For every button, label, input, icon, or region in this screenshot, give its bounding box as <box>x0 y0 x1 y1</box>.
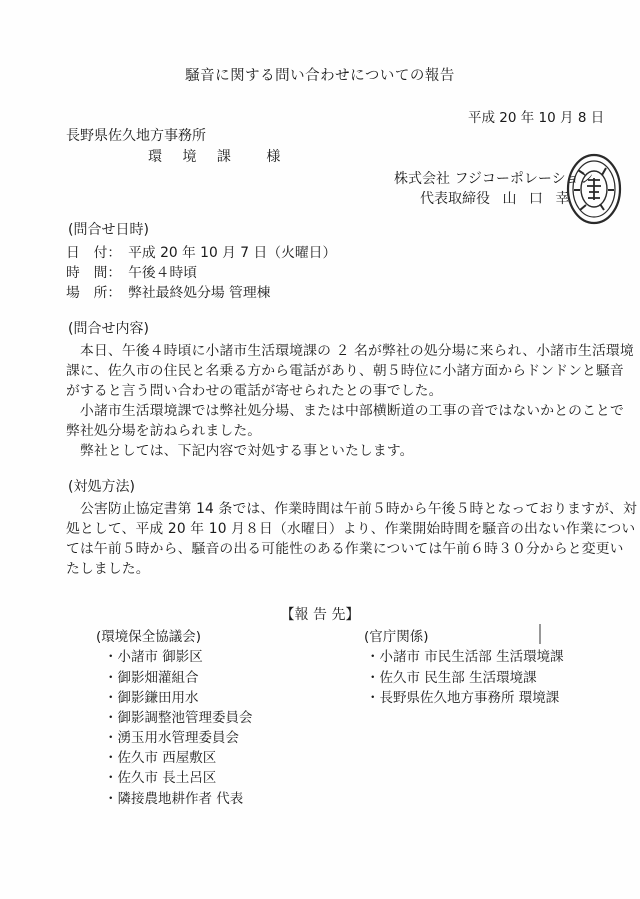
inquiry-content-line: 課に、佐久市の住民と名乗る方から電話があり、朝５時位に小諸方面からドンドンと騒音 <box>66 363 624 379</box>
pen-mark-icon <box>538 624 542 644</box>
report-right-item: ・小諸市 市民生活部 生活環境課 <box>366 649 564 665</box>
report-left-item: ・御影調整池管理委員会 <box>104 710 253 726</box>
inquiry-date-line: 日 付： 平成 20 年 10 月 7 日（火曜日） <box>66 245 337 261</box>
report-to-heading: 【報 告 先】 <box>280 607 360 623</box>
sender-company: 株式会社 フジコーポレーション <box>394 171 594 187</box>
inquiry-content-line: 小諸市生活環境課では弊社処分場、または中部横断道の工事の音ではないかとのことで <box>80 403 624 419</box>
inquiry-content-line: 弊社処分場を訪ねられました。 <box>66 423 262 439</box>
inquiry-time-line: 時 間： 午後４時頃 <box>66 265 198 281</box>
report-right-item: ・長野県佐久地方事務所 環境課 <box>366 690 560 706</box>
report-left-item: ・佐久市 長土呂区 <box>104 770 217 786</box>
countermeasure-line: たしました。 <box>66 561 150 577</box>
report-left-item: ・隣接農地耕作者 代表 <box>104 791 244 807</box>
countermeasure-line: 公害防止協定書第 14 条では、作業時間は午前５時から午後５時となっておりますが、対 <box>80 501 637 517</box>
countermeasure-heading: (対処方法) <box>68 479 135 495</box>
company-seal-icon <box>560 150 622 228</box>
document-title: 騒音に関する問い合わせについての報告 <box>185 68 455 84</box>
inquiry-datetime-heading: (問合せ日時) <box>68 222 149 238</box>
inquiry-content-line: 弊社としては、下記内容で対処する事といたします。 <box>80 443 414 459</box>
countermeasure-line: ては午前５時から、騒音の出る可能性のある作業については午前６時３０分からと変更い <box>66 541 624 557</box>
report-left-item: ・御影畑灌組合 <box>104 670 199 686</box>
inquiry-content-heading: (問合せ内容) <box>68 321 149 337</box>
report-right-item: ・佐久市 民生部 生活環境課 <box>366 670 537 686</box>
inquiry-content-line: 本日、午後４時頃に小諸市生活環境課の ２ 名が弊社の処分場に来られ、小諸市生活環境 <box>80 343 634 359</box>
recipient-section: 環 境 課 様 <box>148 149 282 165</box>
report-left-item: ・湧玉用水管理委員会 <box>104 730 239 746</box>
document-date: 平成 20 年 10 月 8 日 <box>468 110 605 126</box>
countermeasure-line: 処として、平成 20 年 10 月８日（水曜日）より、作業開始時間を騒音の出ない作業につい <box>66 521 636 537</box>
recipient-office: 長野県佐久地方事務所 <box>66 128 206 144</box>
sender-representative: 代表取締役 山 口 幸 <box>420 191 570 207</box>
inquiry-content-line: がすると言う問い合わせの電話が寄せられたとの事でした。 <box>66 383 443 399</box>
inquiry-place-line: 場 所： 弊社最終処分場 管理棟 <box>66 285 271 301</box>
report-left-item: ・小諸市 御影区 <box>104 649 203 665</box>
report-left-item: ・佐久市 西屋敷区 <box>104 750 217 766</box>
environmental-council-heading: (環境保全協議会) <box>96 629 202 645</box>
report-left-item: ・御影鎌田用水 <box>104 690 199 706</box>
government-offices-heading: (官庁関係) <box>364 629 429 645</box>
